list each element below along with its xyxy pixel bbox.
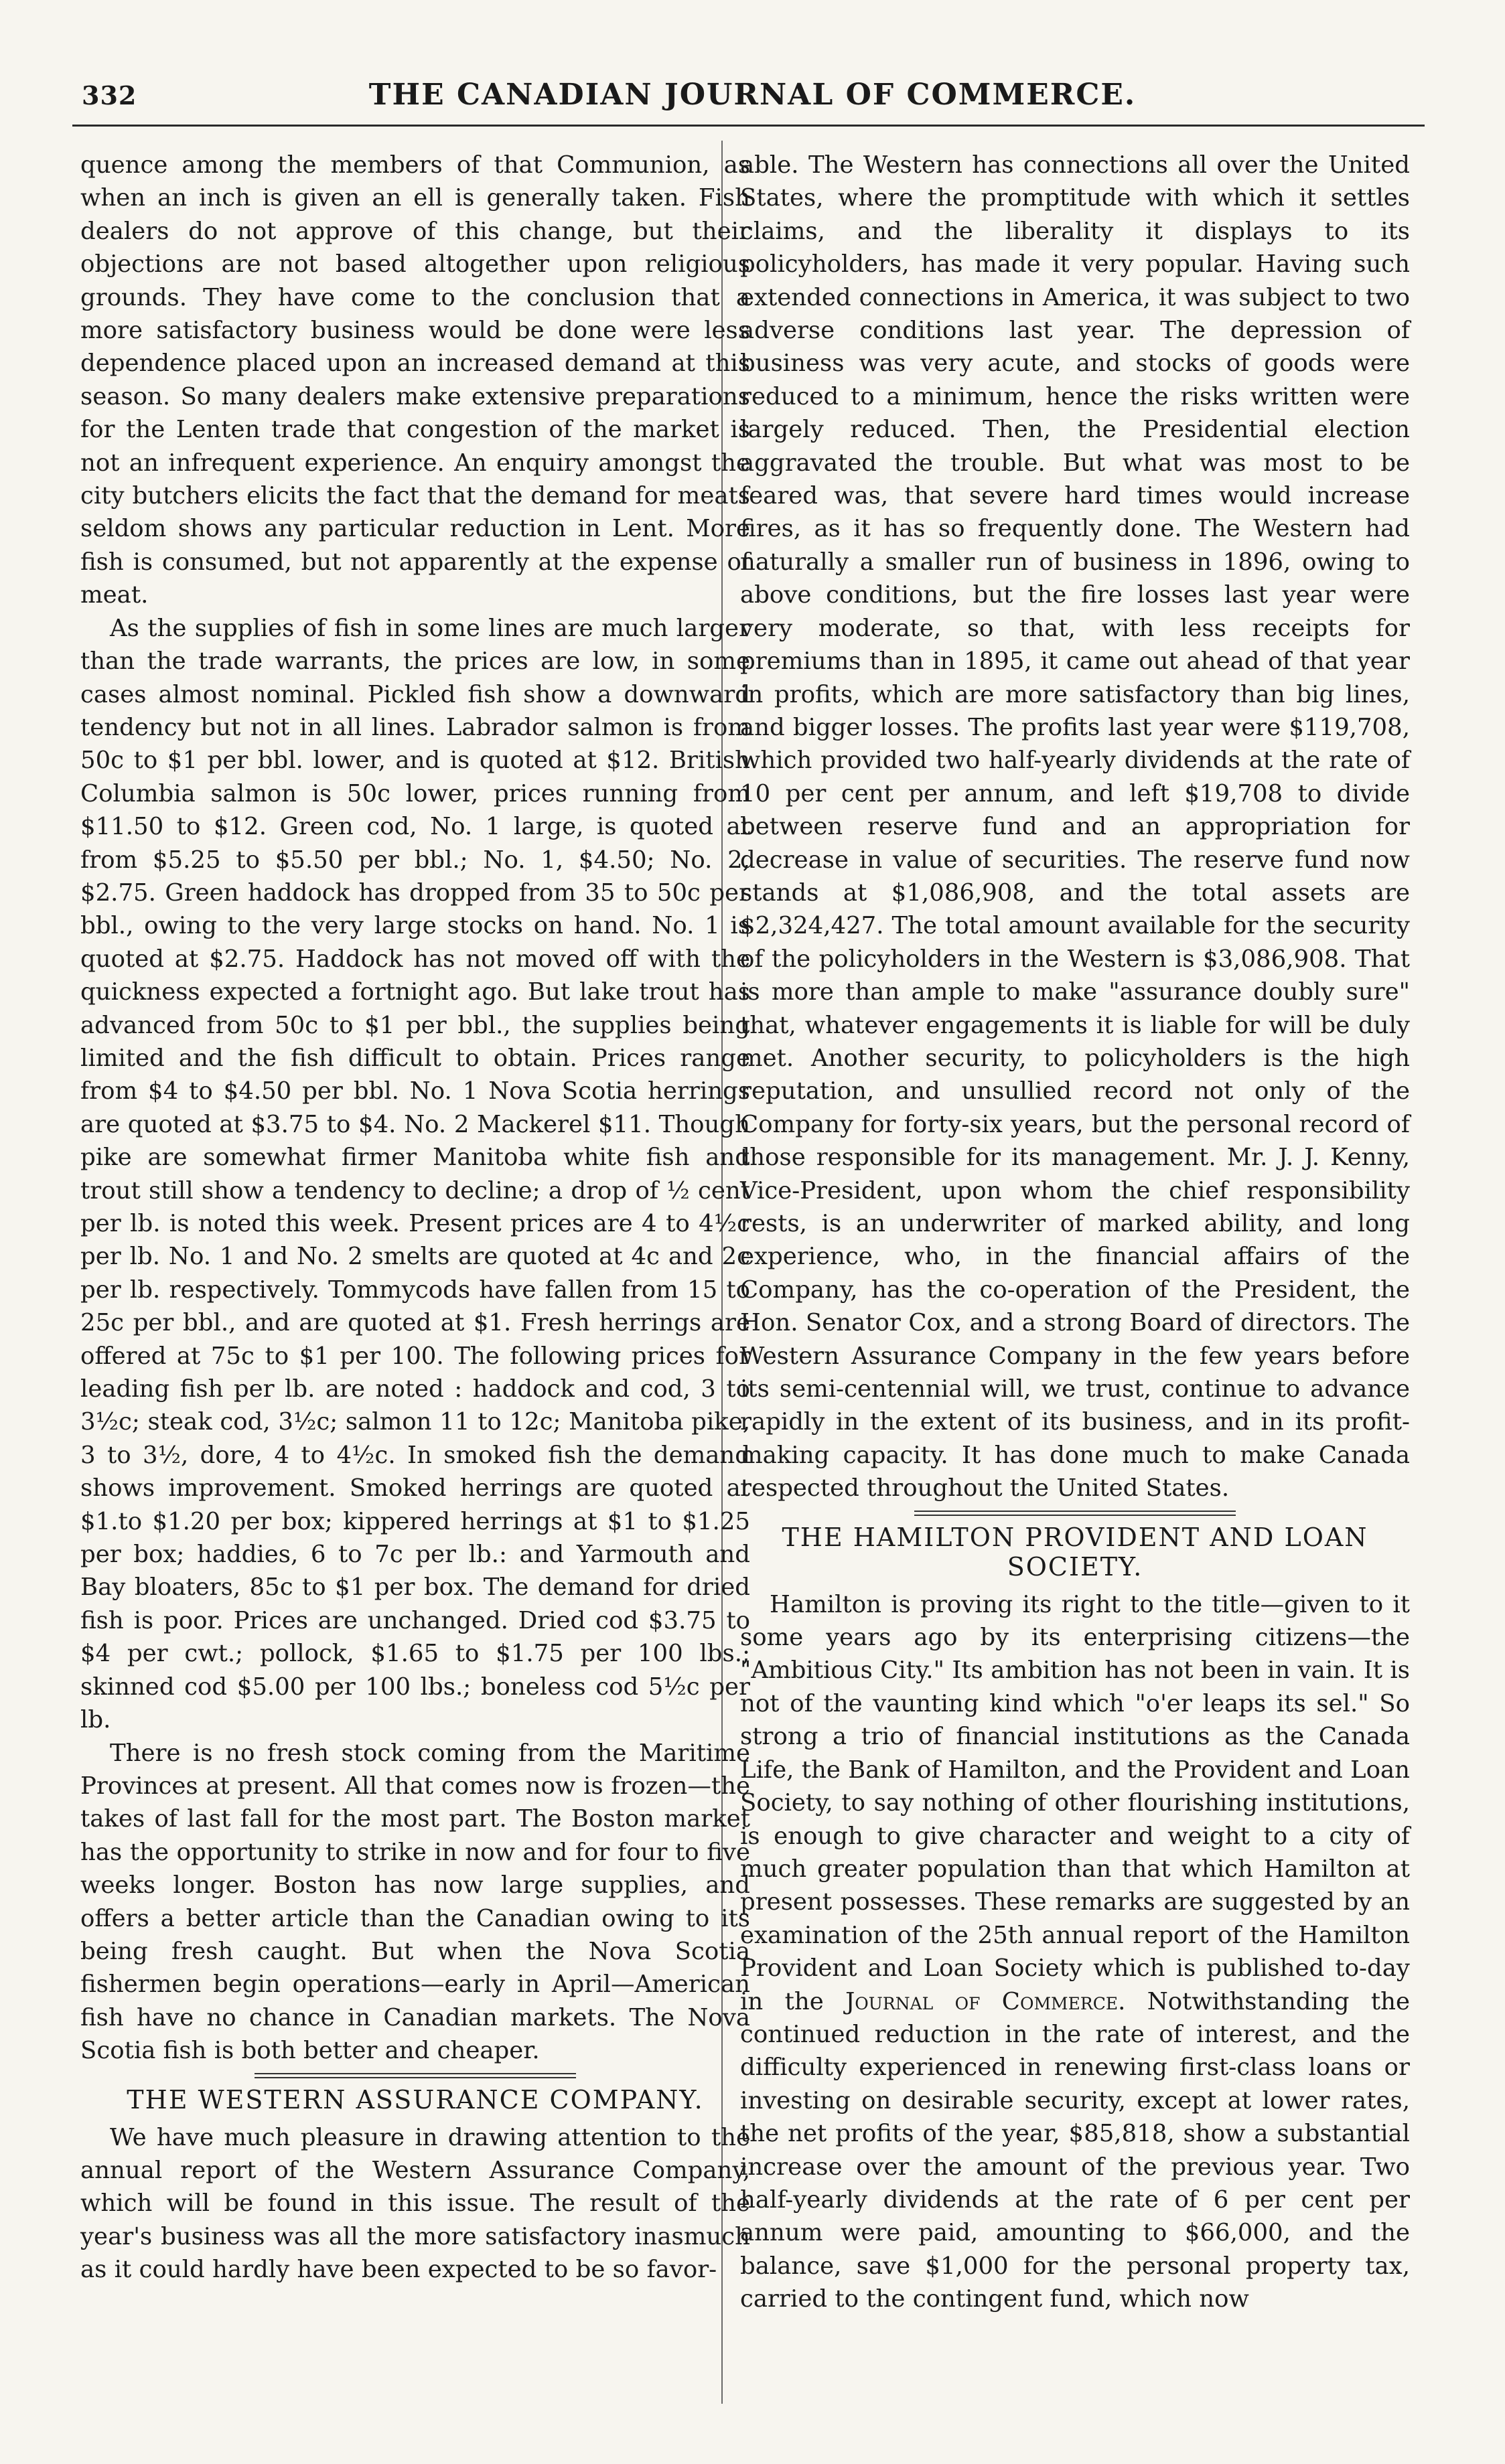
section-rule (914, 1511, 1236, 1516)
section-rule (255, 2073, 576, 2078)
left-column (80, 149, 750, 2287)
header-rule (72, 125, 1425, 127)
fish-market-paragraph-1: quence among the members of that Communion, as when an inch is given an ell is generally taken. Fish dealers do not approve of this change, but their objections are not based altogether upon religious grounds. They have come to the conclusion that a more satisfactory business would be done were less dependence placed upon an increased demand at this season. So many dealers make extensive preparations for the Lenten trade that congestion of the market is not an infrequent experience. An enquiry amongst the city butchers elicits the fact that the demand for meats seldom shows any particular reduction in Lent. More fish is consumed, but not apparently at the expense of meat. (80, 151, 750, 609)
fish-market-paragraph-2: As the supplies of fish in some lines are much larger than the trade warrants, the prices are low, in some cases almost nominal. Pickled fish show a downward tendency but not in all lines. Labrador salmon is from 50c to $1 per bbl. lower, and is quoted at $12. British Columbia salmon is 50c lower, prices running from $11.50 to $12. Green cod, No. 1 large, is quoted at from $5.25 to $5.50 per bbl.; No. 1, $4.50; No. 2, $2.75. Green haddock has dropped from 35 to 50c per bbl., owing to the very large stocks on hand. No. 1 is quoted at $2.75. Haddock has not moved off with the quickness expected a fortnight ago. But lake trout has advanced from 50c to $1 per bbl., the supplies being limited and the fish difficult to obtain. Prices range from $4 to $4.50 per bbl. No. 1 Nova Scotia herrings are quoted at $3.75 to $4. No. 2 Mackerel $11. Though pike are somewhat firmer Manitoba white fish and trout still show a tendency to decline; a drop of ½ cent per lb. is noted this week. Present prices are 4 to 4½c per lb. No. 1 and No. 2 smelts are quoted at 4c and 2c per lb. respectively. Tommycods have fallen from 15 to 25c per bbl., and are quoted at $1. Fresh herrings are offered at 75c to $1 per 100. The following prices for leading fish per lb. are noted : haddock and cod, 3 to 3½c; steak cod, 3½c; salmon 11 to 12c; Manitoba pike, 3 to 3½, dore, 4 to 4½c. In smoked fish the demand shows improvement. Smoked herrings are quoted at $1.to $1.20 per box; kippered herrings at $1 to $1.25 per box; haddies, 6 to 7c per lb.: and Yarmouth and Bay bloaters, 85c to $1 per box. The demand for dried fish is poor. Prices are unchanged. Dried cod $3.75 to $4 per cwt.; pollock, $1.65 to $1.75 per 100 lbs.; skinned cod $5.00 per 100 lbs.; boneless cod 5½c per lb. (80, 614, 750, 1734)
journal-reference: Journal of Commerce (845, 1987, 1119, 2015)
hamilton-text-part-1: Hamilton is proving its right to the title—given to it some years ago by its enterprising citizens—the "Ambitious City." Its ambition has not been in vain. It is not of the vaunting kind which "o'er leaps its sel." So strong a trio of financial institutions as the Canada Life, the Bank of Hamilton, and the Provident and Loan Society, to say nothing of other flourishing institutions, is enough to give character and weight to a city of much greater population than that which Hamilton at present possesses. These remarks are suggested by an examination of the 25th annual report of the Hamilton Provident and Loan Society which is published to-day in the (740, 1590, 1410, 2015)
hamilton-provident-paragraph (740, 1588, 1410, 2316)
western-assurance-paragraph-1: We have much pleasure in drawing attention to the annual report of the Western Assurance Company, which will be found in this issue. The result of the year's business was all the more satisfactory inasmuch as it could hardly have been expected to be so favor- (80, 2123, 750, 2284)
hamilton-provident-heading: THE HAMILTON PROVIDENT AND LOAN SOCIETY. (782, 1522, 1368, 1582)
hamilton-text-part-2: . Notwithstanding the continued reduction in the rate of interest, and the difficulty experienced in renewing first-class loans or investing on desirable security, except at lower rates, the net profits of the year, $85,818, show a substantial increase over the amount of the previous year. Two half-yearly dividends at the rate of 6 per cent per annum were paid, amounting to $66,000, and the balance, save $1,000 for the personal property tax, carried to the contingent fund, which now (740, 1987, 1410, 2313)
journal-running-head: THE CANADIAN JOURNAL OF COMMERCE. (368, 78, 1137, 112)
western-assurance-heading: THE WESTERN ASSURANCE COMPANY. (127, 2084, 704, 2114)
page-number: 332 (82, 80, 137, 110)
right-column (740, 149, 1410, 2316)
western-assurance-paragraph-2: able. The Western has connections all over the United States, where the promptitude with which it settles claims, and the liberality it displays to its policyholders, has made it very popular. Having such extended connections in America, it was subject to two adverse conditions last year. The depression of business was very acute, and stocks of goods were reduced to a minimum, hence the risks written were largely reduced. Then, the Presidential election aggravated the trouble. But what was most to be feared was, that severe hard times would increase fires, as it has so frequently done. The Western had naturally a smaller run of business in 1896, owing to above conditions, but the fire losses last year were very moderate, so that, with less receipts for premiums than in 1895, it came out ahead of that year in profits, which are more satisfactory than big lines, and bigger losses. The profits last year were $119,708, which provided two half-yearly dividends at the rate of 10 per cent per annum, and left $19,708 to divide between reserve fund and an appropriation for decrease in value of securities. The reserve fund now stands at $1,086,908, and the total assets are $2,324,427. The total amount available for the security of the policyholders in the Western is $3,086,908. That is more than ample to make "assurance doubly sure" that, whatever engagements it is liable for will be duly met. Another security, to policyholders is the high reputation, and unsullied record not only of the Company for forty-six years, but the personal record of those responsible for its management. Mr. J. J. Kenny, Vice-President, upon whom the chief responsibility rests, is an underwriter of marked ability, and long experience, who, in the financial affairs of the Company, has the co-operation of the President, the Hon. Senator Cox, and a strong Board of directors. The Western Assurance Company in the few years before its semi-centennial will, we trust, continue to advance rapidly in the extent of its business, and in its profit-making capacity. It has done much to make Canada respected throughout the United States. (740, 151, 1410, 1503)
fish-market-paragraph-3: There is no fresh stock coming from the Maritime Provinces at present. All that comes now is frozen—the takes of last fall for the most part. The Boston market has the opportunity to strike in now and for four to five weeks longer. Boston has now large supplies, and offers a better article than the Canadian owing to its being fresh caught. But when the Nova Scotia fishermen begin operations—early in April—American fish have no chance in Canadian markets. The Nova Scotia fish is both better and cheaper. (80, 1739, 750, 2065)
